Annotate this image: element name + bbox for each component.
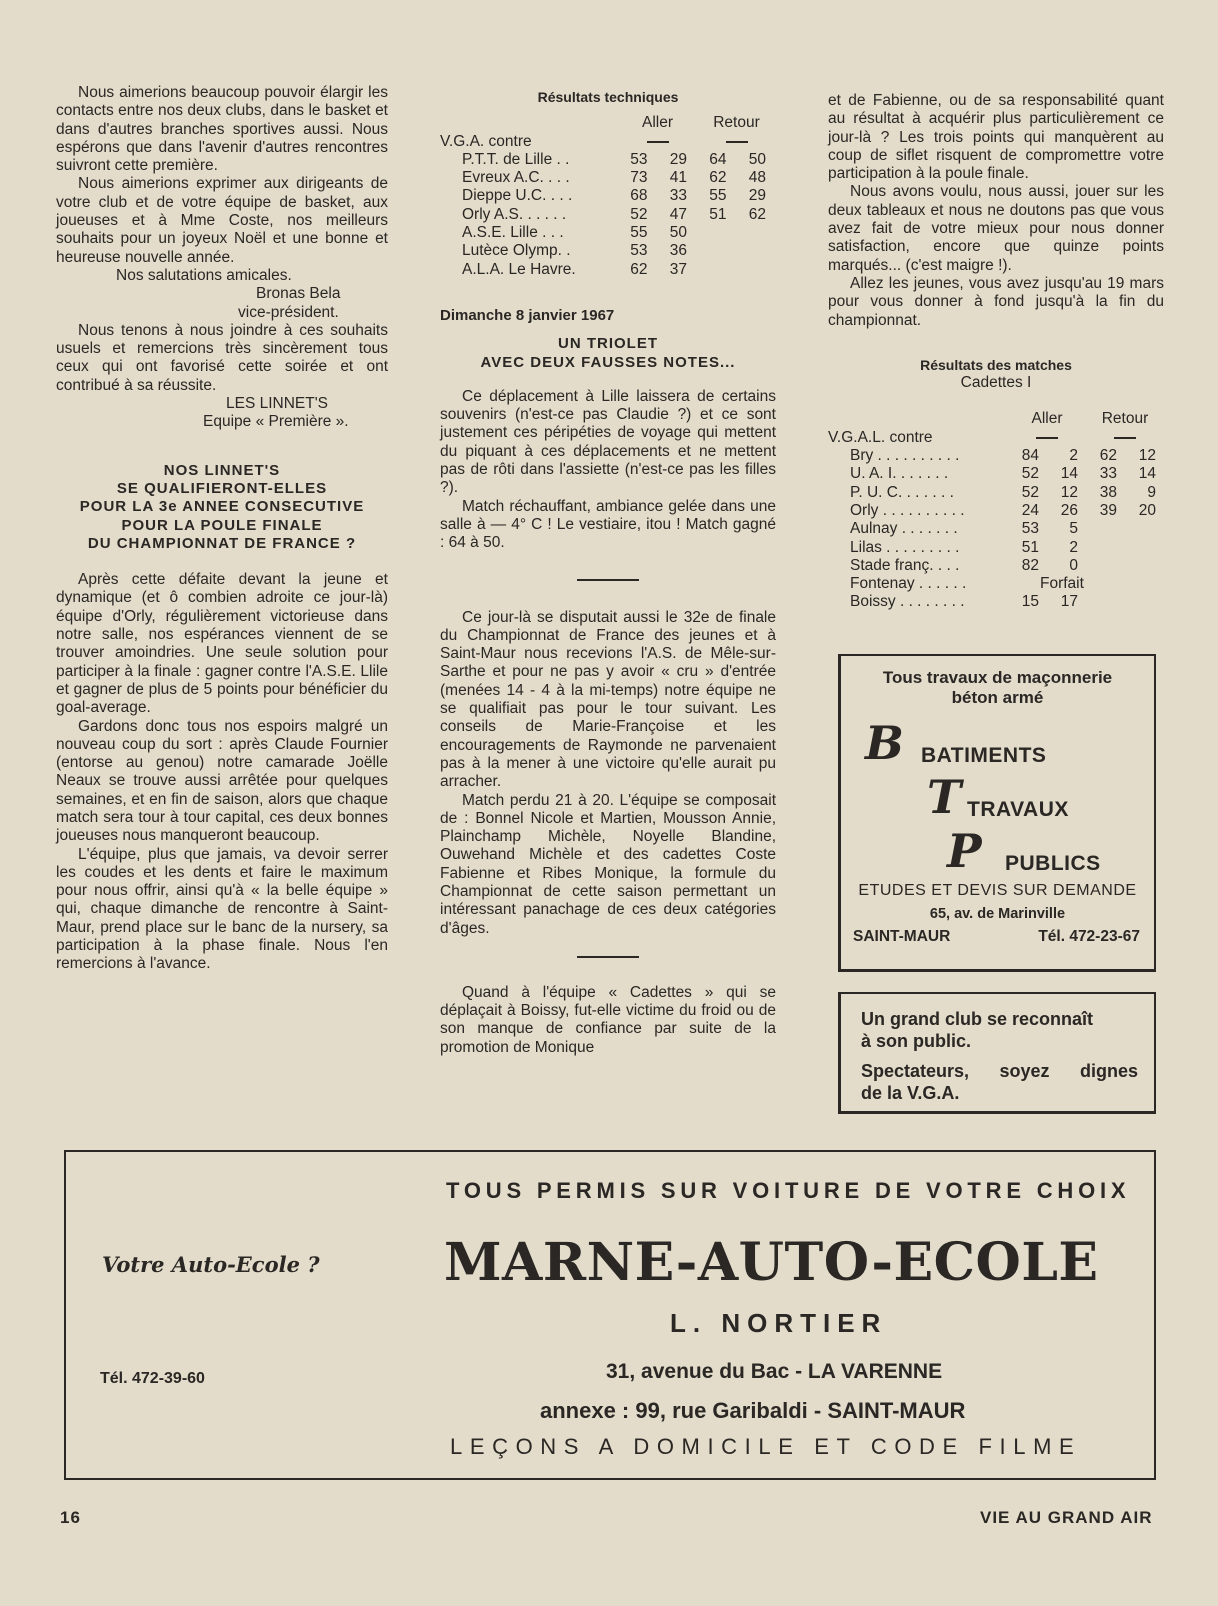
retour-score-1 <box>697 261 737 279</box>
closing-signature-name: LES LINNET'S <box>226 395 329 413</box>
article-paragraph: Ce jour-là se disputait aussi le 32e de finale du Championnat de France des jeunes et à Saint-Maur nous recevions l'A.S. de Mêle-sur-Sarthe et pour ne pas y avoir « cru » d'entrée (menées 14 - 4 à la mi-temps) notre équipe ne se qualifiait pas pour le tour suivant. Les conseils de Marie-Françoise et les encouragements de Raymonde ne parvenaient pas à la mener à une victoire qu'elle aurait pu arracher. <box>440 608 776 791</box>
ad-club-line1: Un grand club se reconnaît <box>861 1009 1094 1029</box>
btp-letter-p: P <box>947 824 982 878</box>
table-row <box>440 261 776 279</box>
dash-separator <box>647 141 669 143</box>
retour-score-1: 51 <box>709 205 727 223</box>
section-separator <box>577 579 639 581</box>
aller-score-2: 2 <box>1069 538 1078 556</box>
closing-paragraph: Nous tenons à nous joindre à ces souhaits usuels et remercions très sincèrement tous ceux qui ont favorisé cette soirée et ont contribué à sa réussite. <box>56 321 388 394</box>
retour-score-1: 33 <box>1099 465 1117 483</box>
btp-letter-b: B <box>865 716 904 770</box>
retour-score-2 <box>1125 557 1164 575</box>
column-3 <box>828 92 1164 612</box>
ad-club <box>838 992 1156 1114</box>
retour-score-1: 62 <box>1099 447 1117 465</box>
headline-line: POUR LA POULE FINALE <box>121 516 323 534</box>
team-cell: Lilas . . . . . . . . . <box>850 538 960 556</box>
retour-score-2: 29 <box>748 187 766 205</box>
title-line: UN TRIOLET <box>558 335 658 353</box>
retour-score-1: 55 <box>709 187 727 205</box>
magazine-name: VIE AU GRAND AIR <box>980 1508 1153 1527</box>
forfait-label: Forfait <box>1040 575 1084 593</box>
aller-score-2: 2 <box>1069 447 1078 465</box>
team-cell: Bry . . . . . . . . . . <box>850 447 960 465</box>
team-cell: A.L.A. Le Havre. <box>462 260 576 278</box>
retour-score-2 <box>737 242 777 260</box>
retour-score-1 <box>697 242 737 260</box>
header-aller: Aller <box>641 114 673 132</box>
aller-score-1: 51 <box>1021 538 1039 556</box>
table-row <box>828 429 1164 447</box>
header-aller: Aller <box>1031 410 1063 428</box>
table-row <box>828 447 1164 465</box>
ad-auto-ecole <box>64 1150 1156 1480</box>
versus-label: V.G.A. contre <box>440 132 532 150</box>
table-row <box>440 151 776 169</box>
aller-score-2: 36 <box>669 242 687 260</box>
aller-score-1: 68 <box>630 187 648 205</box>
letter-signature-name: Bronas Bela <box>256 285 341 303</box>
article-paragraph: Ce déplacement à Lille laissera de certains souvenirs (n'est-ce pas Claudie ?) et ce sont justement ces péripéties de voyage qui mettent du piquant à ces déplacements et ne mettent pas de rôti dans l'assiette (n'est-ce pas les filles ?). <box>440 387 776 497</box>
retour-score-2: 50 <box>748 150 766 168</box>
aller-score-1: 52 <box>1021 483 1039 501</box>
table-row <box>440 187 776 205</box>
section-separator <box>577 956 639 958</box>
aller-score-2: 50 <box>669 224 687 242</box>
team-cell: P. U. C. . . . . . . <box>850 483 954 501</box>
aller-score-1: 53 <box>630 242 648 260</box>
ad-btp-line1: Tous travaux de maçonnerie <box>882 668 1113 687</box>
header-retour: Retour <box>1101 410 1149 428</box>
retour-score-2 <box>737 261 777 279</box>
letter-paragraph: Nous aimerions beaucoup pouvoir élargir les contacts entre nos deux clubs, dans le basket et dans d'autres branches sportives aussi. Nous espérons que dans l'avenir d'autres rencontres suivront cette première. <box>56 84 388 175</box>
ad-auto-owner: L. NORTIER <box>670 1308 888 1338</box>
article-paragraph: Gardons donc tous nos espoirs malgré un nouveau coup du sort : après Claude Fournier (entorse au genou) notre camarade Joëlle Neaux se trouve aussi arrêtée pour quelques semaines, et en fin de saison, alors que chaque match sera tour à tour capital, ces deux bonnes joueuses nous manqueront beaucoup. <box>56 717 388 845</box>
btp-word-batiments: BATIMENTS <box>921 744 1047 767</box>
team-cell: Dieppe U.C. . . . <box>462 187 573 205</box>
retour-score-1: 62 <box>709 169 727 187</box>
team-cell: Fontenay . . . . . . <box>850 575 967 593</box>
results-table <box>440 114 776 279</box>
ad-btp-city: SAINT-MAUR <box>853 928 951 945</box>
team-cell: Orly A.S. . . . . . <box>462 205 567 223</box>
btp-word-publics: PUBLICS <box>1005 852 1101 875</box>
team-cell: P.T.T. de Lille . . <box>462 150 570 168</box>
team-cell: Lutèce Olymp. . <box>462 242 571 260</box>
aller-score-1: 53 <box>1021 520 1039 538</box>
page-number: 16 <box>60 1508 81 1527</box>
ad-btp-line2: béton armé <box>951 688 1044 707</box>
aller-score-2: 29 <box>669 150 687 168</box>
article-paragraph: Match réchauffant, ambiance gelée dans une salle à — 4° C ! Le vestiaire, itou ! Match gagné : 64 à 50. <box>440 497 776 552</box>
team-cell: U. A. I. . . . . . . <box>850 465 949 483</box>
table-header-row <box>828 410 1164 428</box>
ad-btp-address: 65, av. de Marinville <box>929 906 1066 922</box>
aller-score-1: 55 <box>630 224 648 242</box>
versus-label: V.G.A.L. contre <box>828 428 933 446</box>
aller-score-2: 17 <box>1060 593 1078 611</box>
headline-line: DU CHAMPIONNAT DE FRANCE ? <box>87 534 357 552</box>
ad-auto-tagline: TOUS PERMIS SUR VOITURE DE VOTRE CHOIX <box>446 1178 1131 1203</box>
matches-title: Résultats des matches <box>920 356 1072 373</box>
retour-score-2: 9 <box>1147 483 1156 501</box>
column-2 <box>440 88 776 1057</box>
ad-club-line2: à son public. <box>861 1031 972 1051</box>
ad-btp-devis: ETUDES ET DEVIS SUR DEMANDE <box>858 882 1137 899</box>
team-cell: Stade franç. . . . <box>850 556 960 574</box>
aller-score-2: 0 <box>1069 556 1078 574</box>
table-row <box>828 465 1164 483</box>
article-paragraph: Quand à l'équipe « Cadettes » qui se déplaçait à Boissy, fut-elle victime du froid ou de son manque de confiance par suite de la promotion de Monique <box>440 983 776 1056</box>
team-cell: Aulnay . . . . . . . <box>850 520 958 538</box>
dash-separator <box>726 141 748 143</box>
table-row <box>828 539 1164 557</box>
aller-score-1: 73 <box>630 169 648 187</box>
btp-word-travaux: TRAVAUX <box>967 798 1069 821</box>
retour-score-1 <box>1086 593 1125 611</box>
retour-score-2: 14 <box>1138 465 1156 483</box>
dash-separator <box>1114 437 1136 439</box>
aller-score-1: 52 <box>1021 465 1039 483</box>
table-row <box>440 242 776 260</box>
retour-score-2 <box>1125 593 1164 611</box>
article-paragraph: Match perdu 21 à 20. L'équipe se composait de : Bonnel Nicole et Martien, Mousson Annie, Plainchamp Michèle, Noyelle Blandine, Ouwehand Michèle et des cadettes Coste Fabienne et Ribes Monique, la formule du Championnat de cette saison permettant un intéressant panachage de ces deux catégories d'âges. <box>440 791 776 937</box>
ad-auto-annexe: annexe : 99, rue Garibaldi - SAINT-MAUR <box>540 1398 966 1423</box>
aller-score-2: 14 <box>1060 465 1078 483</box>
team-cell: Orly . . . . . . . . . . <box>850 501 965 519</box>
ad-auto-address: 31, avenue du Bac - LA VARENNE <box>606 1360 943 1383</box>
aller-score-1: 52 <box>630 205 648 223</box>
headline-line: NOS LINNET'S <box>163 461 281 479</box>
ad-club-line4: de la V.G.A. <box>861 1083 960 1103</box>
aller-score-1: 24 <box>1021 501 1039 519</box>
retour-score-2 <box>1125 539 1164 557</box>
ad-auto-lessons: LEÇONS A DOMICILE ET CODE FILME <box>450 1434 1082 1459</box>
retour-score-2: 12 <box>1138 447 1156 465</box>
btp-letter-t: T <box>927 770 962 824</box>
title-line: AVEC DEUX FAUSSES NOTES... <box>480 353 736 371</box>
aller-score-2: 12 <box>1060 483 1078 501</box>
header-retour: Retour <box>713 114 760 132</box>
article-paragraph: L'équipe, plus que jamais, va devoir serrer les coudes et les dents et faire le maximum pour nous offrir, ainsi qu'à « la belle équipe » qui, chaque dimanche de rencontre à Saint-Maur, prend place sur le banc de la nursery, sa participation à la phase finale. Nous l'en remercions à l'avance. <box>56 845 388 973</box>
aller-score-2: 33 <box>669 187 687 205</box>
matches-subtitle: Cadettes I <box>960 374 1032 392</box>
aller-score-1: 82 <box>1021 556 1039 574</box>
ad-auto-name: MARNE-AUTO-ECOLE <box>444 1232 1099 1293</box>
aller-score-1: 15 <box>1021 593 1039 611</box>
table-row <box>828 557 1164 575</box>
aller-score-2: 26 <box>1060 501 1078 519</box>
ad-btp <box>838 654 1156 972</box>
results-title: Résultats techniques <box>537 89 679 105</box>
table-row <box>440 169 776 187</box>
letter-paragraph: Nous aimerions exprimer aux dirigeants de votre club et de votre équipe de basket, aux joueuses et à Mme Coste, nos meilleurs souhaits pour un joyeux Noël et une bonne et heureuse nouvelle année. <box>56 175 388 266</box>
matches-table <box>828 410 1164 611</box>
table-header-row <box>440 114 776 132</box>
aller-score-2: 37 <box>669 260 687 278</box>
table-row <box>440 224 776 242</box>
ad-btp-phone: Tél. 472-23-67 <box>1038 928 1140 945</box>
aller-score-1: 84 <box>1021 447 1039 465</box>
table-row <box>828 484 1164 502</box>
retour-score-1: 64 <box>709 150 727 168</box>
retour-score-1 <box>697 224 737 242</box>
article-paragraph: Allez les jeunes, vous avez jusqu'au 19 mars pour vous donner à fond jusqu'à la fin du championnat. <box>828 274 1164 329</box>
aller-score-2: 41 <box>669 169 687 187</box>
aller-score-1: 53 <box>630 150 648 168</box>
table-row <box>828 520 1164 538</box>
retour-score-2 <box>737 224 777 242</box>
dash-separator <box>1036 437 1058 439</box>
retour-score-2: 48 <box>748 169 766 187</box>
retour-score-1 <box>1086 539 1125 557</box>
retour-score-2 <box>1125 520 1164 538</box>
retour-score-2: 20 <box>1138 501 1156 519</box>
article-title <box>440 335 776 372</box>
table-row <box>828 593 1164 611</box>
closing-signature-team: Equipe « Première ». <box>203 413 349 431</box>
date-line: Dimanche 8 janvier 1967 <box>440 306 615 324</box>
ad-club-line3: Spectateurs, soyez dignes <box>861 1061 1138 1081</box>
retour-score-1: 38 <box>1099 483 1117 501</box>
table-row <box>440 206 776 224</box>
letter-paragraph: Nos salutations amicales. <box>116 266 292 284</box>
table-row <box>828 502 1164 520</box>
team-cell: Boissy . . . . . . . . <box>850 593 965 611</box>
team-cell: A.S.E. Lille . . . <box>462 224 564 242</box>
aller-score-2: 47 <box>669 205 687 223</box>
article-paragraph: et de Fabienne, ou de sa responsabilité quant au résultat à acquérir plus particulièrement ce jour-là ? Les trois points qui manquèrent au coup de siflet risquent de compromettre votre participation à la poule finale. <box>828 92 1164 183</box>
retour-score-1 <box>1086 557 1125 575</box>
ad-auto-phone: Tél. 472-39-60 <box>100 1370 205 1387</box>
ad-auto-question: Votre Auto-Ecole ? <box>102 1252 320 1277</box>
retour-score-1: 39 <box>1099 501 1117 519</box>
table-row-forfait <box>828 575 1164 593</box>
column-1 <box>56 84 388 974</box>
team-cell: Evreux A.C. . . . <box>462 169 570 187</box>
article-paragraph: Après cette défaite devant la jeune et dynamique (et ô combien adroite ce jour-là) équipe d'Orly, régulièrement victorieuse dans notre salle, nos espérances viennent de se trouver amoindries. Une seule solution pour participer à la finale : gagner contre l'A.S.E. Llile et gagner de plus de 5 points pour bénéficier du goal-average. <box>56 571 388 717</box>
aller-score-2: 5 <box>1069 520 1078 538</box>
aller-score-1: 62 <box>630 260 648 278</box>
table-row <box>440 133 776 151</box>
article-headline <box>56 462 388 553</box>
retour-score-2: 62 <box>748 205 766 223</box>
headline-line: POUR LA 3e ANNEE CONSECUTIVE <box>79 498 365 516</box>
headline-line: SE QUALIFIERONT-ELLES <box>116 479 328 497</box>
article-paragraph: Nous avons voulu, nous aussi, jouer sur les deux tableaux et nous ne doutons pas que vous avez fait de votre mieux pour nous donner satisfaction, encore que quinze points marqués... (c'est maigre !). <box>828 183 1164 274</box>
retour-score-1 <box>1086 520 1125 538</box>
letter-signature-role: vice-président. <box>238 303 339 321</box>
